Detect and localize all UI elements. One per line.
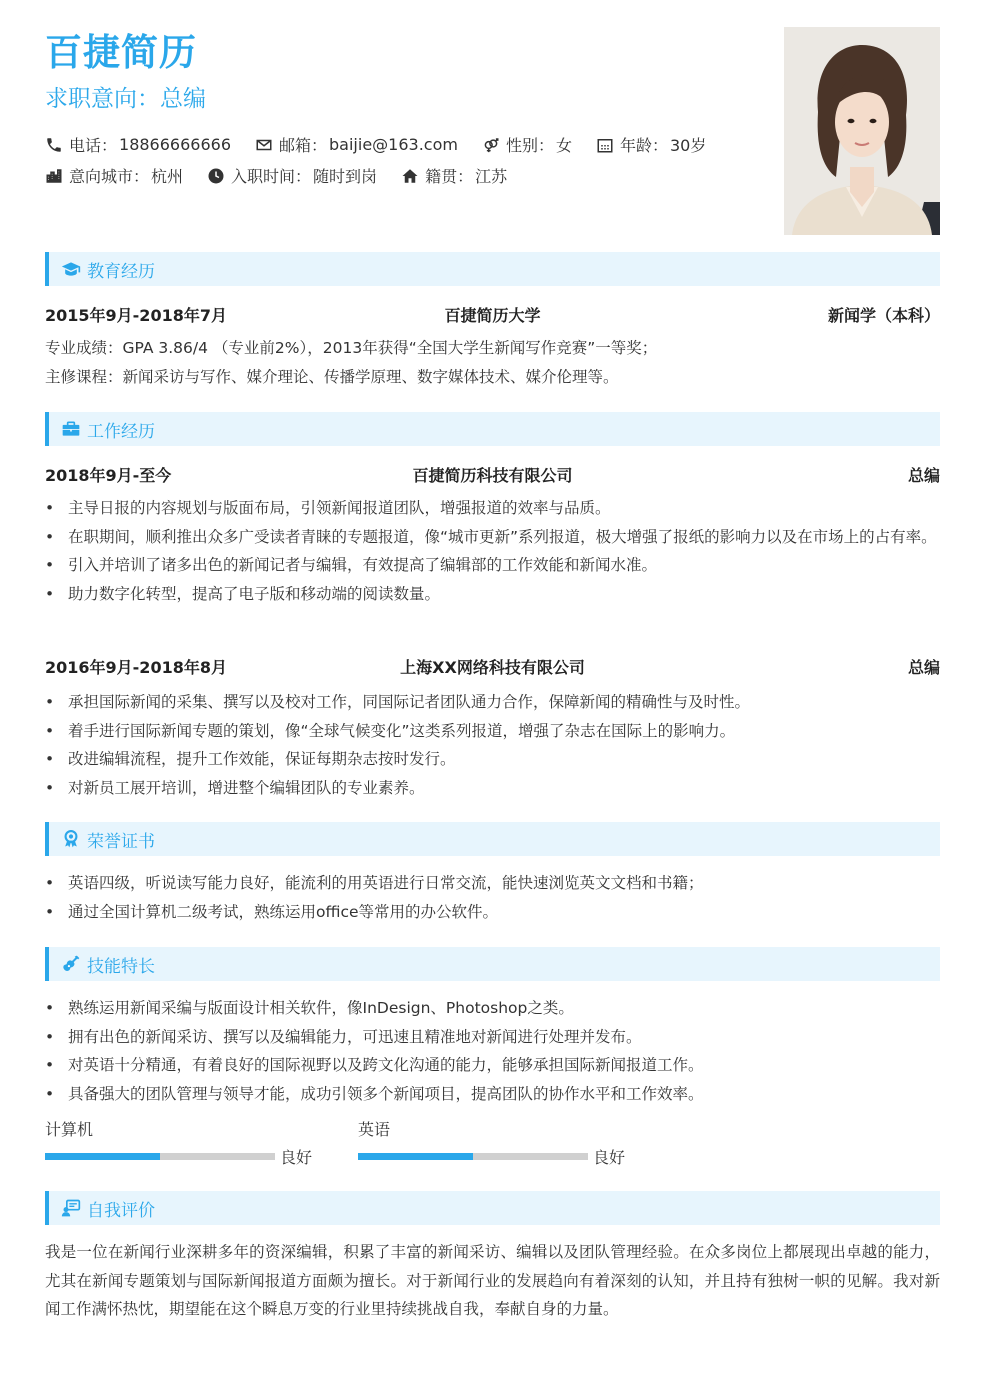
section-self-eval <box>45 1191 940 1225</box>
honors-bullets <box>45 869 940 926</box>
profile-photo <box>784 27 940 235</box>
chat-person-icon <box>61 1198 81 1218</box>
list-item: • 英语四级，听说读写能力良好，能流利的用英语进行日常交流，能快速浏览英文文档和书籍； <box>45 869 940 898</box>
skill-progress-fill <box>358 1153 473 1160</box>
guitar-icon <box>61 954 81 974</box>
list-item: • 助力数字化转型，提高了电子版和移动端的阅读数量。 <box>45 580 940 609</box>
contact-info-row-1 <box>45 133 730 156</box>
job-period: 2018年9月-至今 <box>45 466 172 485</box>
skill-name: 英语 <box>358 1120 391 1139</box>
clock-icon <box>207 167 225 185</box>
job-role: 总编 <box>907 466 940 485</box>
job-role: 总编 <box>907 658 940 677</box>
start-time-value: 随时到岗 <box>313 167 378 186</box>
award-icon <box>61 829 81 849</box>
mail-icon <box>255 136 273 154</box>
phone-icon <box>45 136 63 154</box>
resume-title: 百捷简历 <box>45 31 197 74</box>
section-skills <box>45 947 940 981</box>
hometown-value: 江苏 <box>475 167 508 186</box>
education-school: 百捷简历大学 <box>444 306 541 325</box>
home-icon <box>401 167 419 185</box>
job-1-bullets <box>45 494 940 608</box>
job-2-bullets <box>45 688 940 802</box>
contact-info-row-2 <box>45 164 531 187</box>
graduation-cap-icon <box>61 259 81 279</box>
city-icon <box>45 167 63 185</box>
job-intent: 求职意向：总编 <box>45 86 206 112</box>
list-item: • 在职期间，顺利推出众多广受读者青睐的专题报道，像“城市更新”系列报道，极大增强了报纸的影响力以及在市场上的占有率。 <box>45 523 940 552</box>
info-gender: 性别： 女 <box>482 133 572 156</box>
skill-name: 计算机 <box>45 1120 94 1139</box>
gender-value: 女 <box>555 136 572 155</box>
work-entry-2 <box>45 655 940 679</box>
list-item: • 引入并培训了诸多出色的新闻记者与编辑，有效提高了编辑部的工作效能和新闻水准。 <box>45 551 940 580</box>
calendar-icon <box>596 136 614 154</box>
list-item: • 对英语十分精通，有着良好的国际视野以及跨文化沟通的能力，能够承担国际新闻报道工作。 <box>45 1051 940 1080</box>
city-value: 杭州 <box>151 167 184 186</box>
list-item: • 熟练运用新闻采编与版面设计相关软件，像InDesign、Photoshop之类。 <box>45 994 940 1023</box>
education-detail: 专业成绩：GPA 3.86/4 （专业前2%），2013年获得“全国大学生新闻写作竞赛”一等奖； <box>45 339 658 357</box>
info-email: 邮箱： baijie@163.com <box>255 133 458 156</box>
list-item: • 改进编辑流程，提升工作效能，保证每期杂志按时发行。 <box>45 745 940 774</box>
skill-level-label: 良好 <box>280 1148 313 1167</box>
skill-level-label: 良好 <box>593 1148 626 1167</box>
email-value: baijie@163.com <box>329 135 458 154</box>
list-item: • 具备强大的团队管理与领导才能，成功引领多个新闻项目，提高团队的协作水平和工作效率。 <box>45 1080 940 1109</box>
briefcase-icon <box>61 419 81 439</box>
list-item: • 通过全国计算机二级考试，熟练运用office等常用的办公软件。 <box>45 898 940 927</box>
education-detail: 主修课程：新闻采访与写作、媒介理论、传播学原理、数字媒体技术、媒介伦理等。 <box>45 368 619 386</box>
section-title: 工作经历 <box>87 421 155 442</box>
info-city: 意向城市： 杭州 <box>45 164 183 187</box>
avatar-illustration <box>784 27 940 235</box>
gender-icon <box>482 136 500 154</box>
skill-progress-fill <box>45 1153 160 1160</box>
section-title: 教育经历 <box>87 261 155 282</box>
section-work <box>45 412 940 446</box>
work-entry-1 <box>45 463 940 487</box>
info-phone: 电话： 18866666666 <box>45 133 231 156</box>
skill-progress-bar <box>45 1153 275 1160</box>
age-value: 30岁 <box>670 136 707 155</box>
skill-progress-bar <box>358 1153 588 1160</box>
list-item: • 着手进行国际新闻专题的策划，像“全球气候变化”这类系列报道，增强了杂志在国际上的影响力。 <box>45 717 940 746</box>
info-start-time: 入职时间： 随时到岗 <box>207 164 377 187</box>
section-title: 自我评价 <box>87 1200 155 1221</box>
list-item: • 承担国际新闻的采集、撰写以及校对工作，同国际记者团队通力合作，保障新闻的精确性与及时性。 <box>45 688 940 717</box>
job-company: 百捷简历科技有限公司 <box>412 466 573 485</box>
list-item: • 拥有出色的新闻采访、撰写以及编辑能力，可迅速且精准地对新闻进行处理并发布。 <box>45 1023 940 1052</box>
job-period: 2016年9月-2018年8月 <box>45 658 227 677</box>
education-period: 2015年9月-2018年7月 <box>45 306 227 325</box>
list-item: • 对新员工展开培训，增进整个编辑团队的专业素养。 <box>45 774 940 803</box>
section-title: 技能特长 <box>87 956 155 977</box>
section-honors <box>45 822 940 856</box>
education-major: 新闻学（本科） <box>827 306 940 325</box>
list-item: • 主导日报的内容规划与版面布局，引领新闻报道团队，增强报道的效率与品质。 <box>45 494 940 523</box>
phone-value: 18866666666 <box>119 135 231 154</box>
education-entry <box>45 303 940 327</box>
job-company: 上海XX网络科技有限公司 <box>400 658 585 677</box>
info-age: 年龄： 30岁 <box>596 133 706 156</box>
section-title: 荣誉证书 <box>87 831 155 852</box>
info-hometown: 籍贯： 江苏 <box>401 164 507 187</box>
resume-page <box>45 0 940 1392</box>
skills-bullets <box>45 994 940 1108</box>
self-eval-text: 我是一位在新闻行业深耕多年的资深编辑，积累了丰富的新闻采访、编辑以及团队管理经验。在众多岗位上都展现出卓越的能力，尤其在新闻专题策划与国际新闻报道方面颇为擅长。对于新闻行业的发展趋向有着深刻的认知，并且持有独树一帜的见解。我对新闻工作满怀热忱，期望能在这个瞬息万变的行业里持续挑战自我，奉献自身的力量。 <box>45 1243 940 1318</box>
section-education <box>45 252 940 286</box>
